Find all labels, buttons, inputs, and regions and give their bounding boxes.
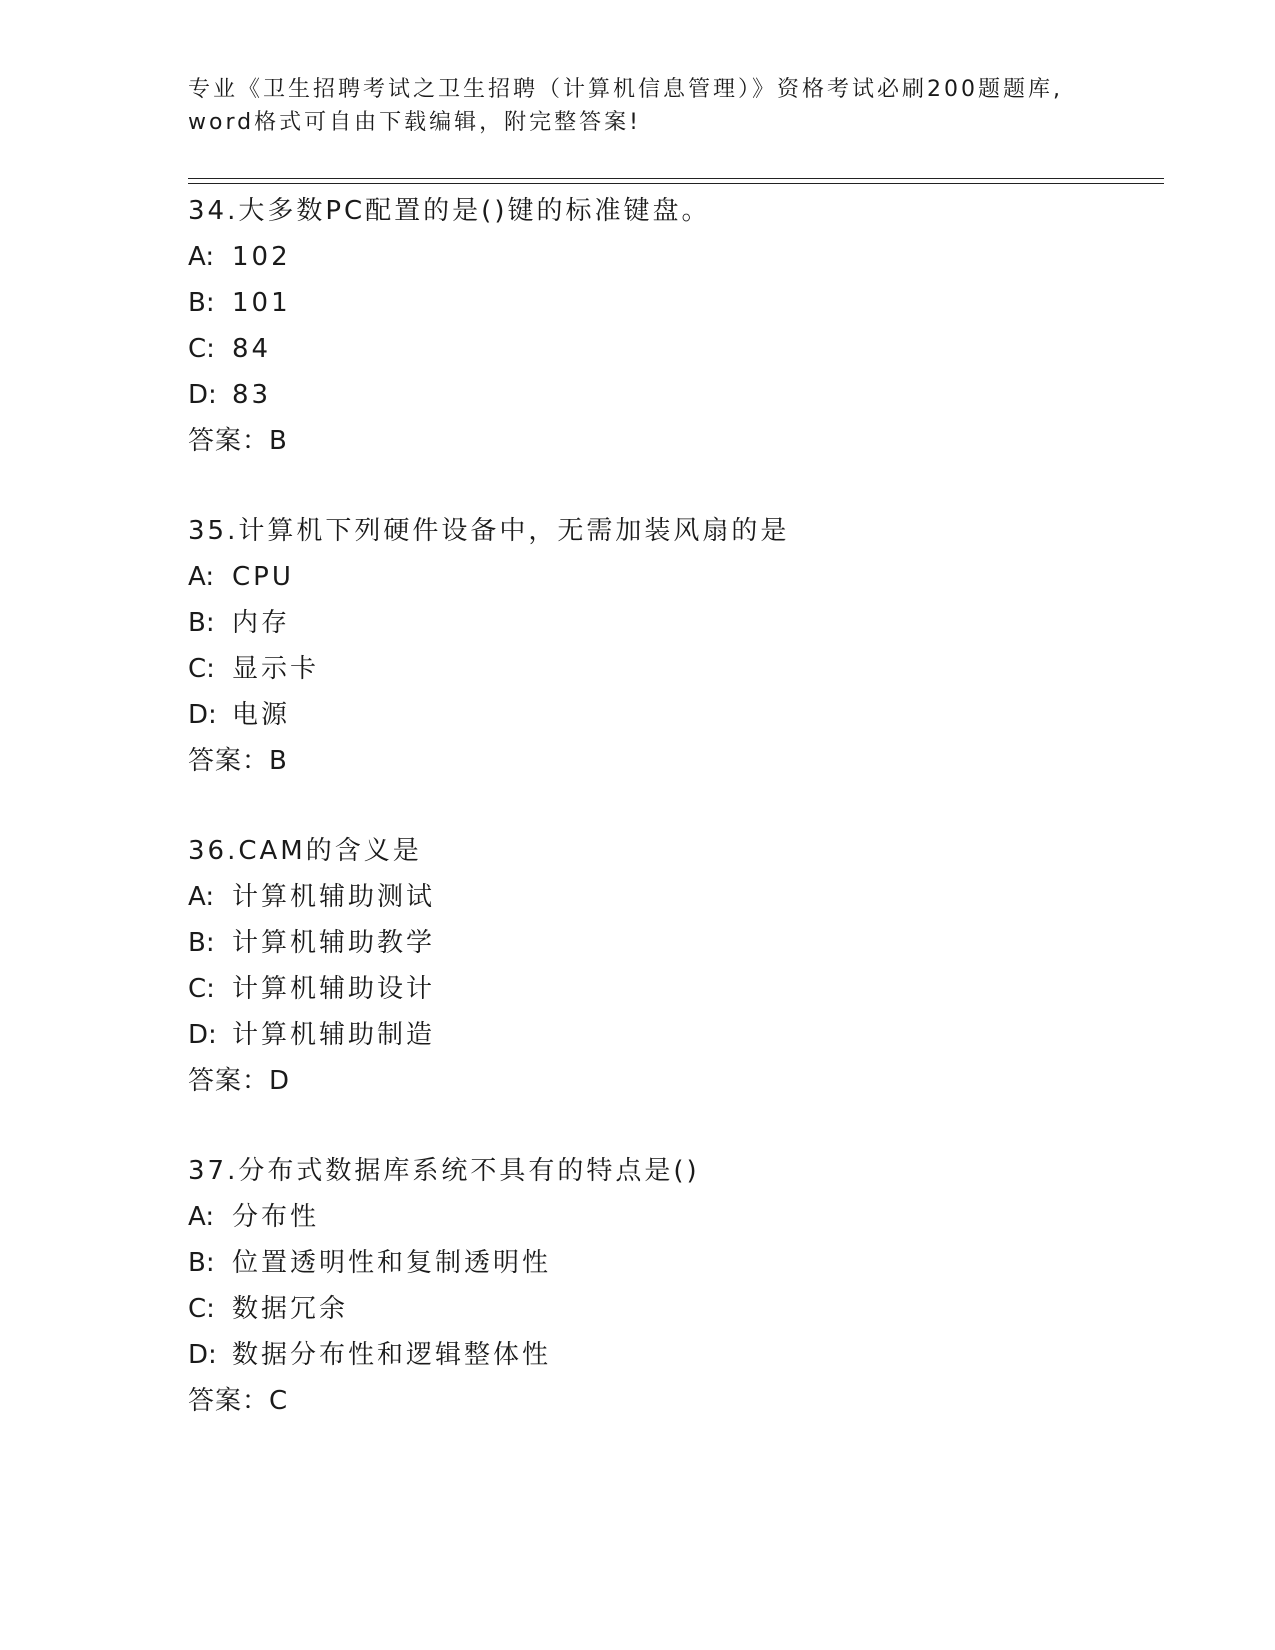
option-text: 83: [232, 380, 272, 410]
header-divider-bottom: [188, 183, 1164, 184]
option-text: 数据分布性和逻辑整体性: [232, 1340, 552, 1370]
option-text: 101: [232, 288, 291, 318]
option-key: B:: [188, 288, 215, 318]
option-key: D:: [188, 700, 217, 730]
option-a: [188, 554, 1148, 600]
answer-line: 答案：B: [188, 746, 288, 776]
option-key: C:: [188, 974, 215, 1004]
document-header: [188, 73, 1088, 139]
option-key: D:: [188, 380, 217, 410]
question-block: [188, 828, 1148, 1104]
option-text: 计算机辅助设计: [232, 974, 436, 1004]
question-stem: 34.大多数PC配置的是()键的标准键盘。: [188, 196, 711, 226]
option-text: 数据冗余: [232, 1294, 349, 1324]
answer-line: 答案：D: [188, 1066, 291, 1096]
option-text: 显示卡: [232, 654, 320, 684]
option-d: [188, 692, 1148, 738]
question-stem: 36.CAM的含义是: [188, 836, 422, 866]
option-key: C:: [188, 334, 215, 364]
option-c: [188, 326, 1148, 372]
option-key: A:: [188, 242, 215, 272]
option-text: 电源: [232, 700, 291, 730]
header-title-line: 专业《卫生招聘考试之卫生招聘（计算机信息管理）》资格考试必刷200题题库,: [188, 77, 1063, 102]
option-d: [188, 1332, 1148, 1378]
question-block: [188, 508, 1148, 784]
option-key: C:: [188, 1294, 215, 1324]
option-b: [188, 920, 1148, 966]
option-key: B:: [188, 608, 215, 638]
question-block: [188, 188, 1148, 464]
answer-line: 答案：B: [188, 426, 288, 456]
option-text: 位置透明性和复制透明性: [232, 1248, 552, 1278]
header-divider-top: [188, 178, 1164, 179]
option-key: B:: [188, 1248, 215, 1278]
option-key: D:: [188, 1020, 217, 1050]
option-key: A:: [188, 562, 215, 592]
option-text: CPU: [232, 562, 294, 592]
header-subtitle-line: word格式可自由下载编辑，附完整答案!: [188, 110, 641, 135]
option-c: [188, 646, 1148, 692]
option-c: [188, 1286, 1148, 1332]
option-key: D:: [188, 1340, 217, 1370]
option-text: 计算机辅助教学: [232, 928, 436, 958]
option-a: [188, 874, 1148, 920]
option-b: [188, 1240, 1148, 1286]
option-d: [188, 372, 1148, 418]
option-d: [188, 1012, 1148, 1058]
option-text: 84: [232, 334, 272, 364]
answer-line: 答案：C: [188, 1386, 289, 1416]
option-text: 计算机辅助测试: [232, 882, 436, 912]
option-text: 102: [232, 242, 291, 272]
option-key: B:: [188, 928, 215, 958]
option-key: A:: [188, 1202, 215, 1232]
option-b: [188, 600, 1148, 646]
option-c: [188, 966, 1148, 1012]
option-a: [188, 1194, 1148, 1240]
option-text: 计算机辅助制造: [232, 1020, 436, 1050]
option-text: 分布性: [232, 1202, 320, 1232]
question-block: [188, 1148, 1148, 1424]
question-stem: 35.计算机下列硬件设备中，无需加装风扇的是: [188, 516, 790, 546]
option-key: C:: [188, 654, 215, 684]
option-text: 内存: [232, 608, 291, 638]
option-key: A:: [188, 882, 215, 912]
option-b: [188, 280, 1148, 326]
option-a: [188, 234, 1148, 280]
question-stem: 37.分布式数据库系统不具有的特点是(): [188, 1156, 700, 1186]
